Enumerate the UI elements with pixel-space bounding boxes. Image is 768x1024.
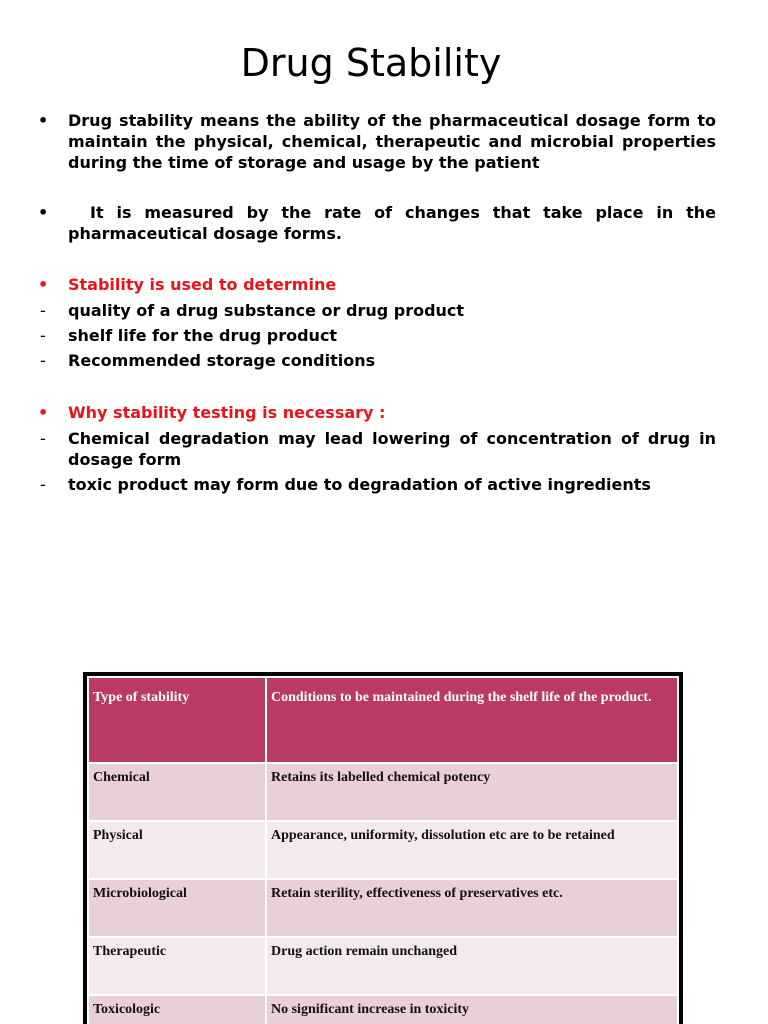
list-item: quality of a drug substance or drug product: [68, 301, 465, 320]
cell-type: Physical: [88, 821, 266, 879]
bullet-definition: Drug stability means the ability of the pharmaceutical dosage form to maintain the physical, chemical, therapeutic and microbial properties during the time of storage and usage by the patient: [68, 111, 716, 172]
slide-title: Drug Stability: [240, 41, 502, 85]
cell-condition: No significant increase in toxicity: [266, 995, 678, 1024]
header-conditions: Conditions to be maintained during the shelf life of the product.: [266, 677, 678, 763]
list-item: toxic product may form due to degradation of active ingredients: [68, 475, 651, 494]
stability-table: [87, 676, 679, 1024]
dash-marker: -: [40, 351, 46, 370]
cell-type: Microbiological: [88, 879, 266, 937]
list-item: Recommended storage conditions: [68, 351, 376, 370]
bullet-marker: •: [38, 203, 49, 222]
cell-condition: Retains its labelled chemical potency: [266, 763, 678, 821]
stability-table-frame: [83, 672, 683, 1024]
table-row: [88, 937, 678, 995]
section-heading-why: Why stability testing is necessary :: [68, 403, 386, 422]
cell-condition: Appearance, uniformity, dissolution etc are to be retained: [266, 821, 678, 879]
dash-marker: -: [40, 475, 46, 494]
cell-type: Therapeutic: [88, 937, 266, 995]
cell-condition: Retain sterility, effectiveness of preservatives etc.: [266, 879, 678, 937]
dash-marker: -: [40, 326, 46, 345]
section-heading-determine: Stability is used to determine: [68, 275, 337, 294]
table-row: [88, 879, 678, 937]
list-item: Chemical degradation may lead lowering of concentration of drug in dosage form: [68, 429, 716, 469]
cell-type: Toxicologic: [88, 995, 266, 1024]
list-item: shelf life for the drug product: [68, 326, 338, 345]
bullet-marker: •: [38, 111, 49, 130]
dash-marker: -: [40, 301, 46, 320]
table-row: [88, 995, 678, 1024]
bullet-marker: •: [38, 275, 49, 294]
table-header-row: [88, 677, 678, 763]
table-row: [88, 821, 678, 879]
cell-type: Chemical: [88, 763, 266, 821]
header-type: Type of stability: [88, 677, 266, 763]
table-row: [88, 763, 678, 821]
bullet-measurement: It is measured by the rate of changes that take place in the pharmaceutical dosage forms.: [68, 203, 716, 243]
bullet-marker: •: [38, 403, 49, 422]
dash-marker: -: [40, 429, 46, 448]
cell-condition: Drug action remain unchanged: [266, 937, 678, 995]
